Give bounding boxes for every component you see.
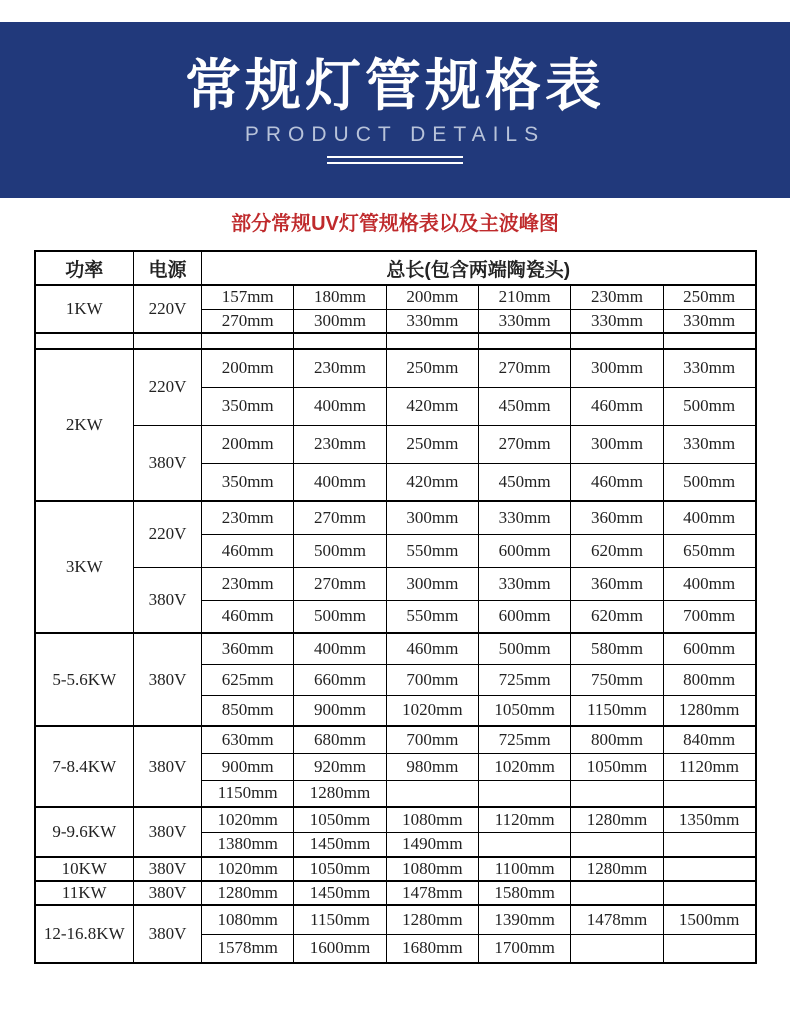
length-cell bbox=[386, 780, 478, 807]
col-header-power: 功率 bbox=[35, 251, 134, 285]
length-cell: 1450mm bbox=[294, 881, 386, 905]
length-cell: 1100mm bbox=[478, 857, 570, 881]
col-header-voltage: 电源 bbox=[134, 251, 202, 285]
length-cell: 620mm bbox=[571, 534, 663, 567]
length-cell: 1080mm bbox=[386, 857, 478, 881]
length-cell: 840mm bbox=[663, 726, 755, 753]
length-cell: 1578mm bbox=[202, 934, 294, 963]
table-row bbox=[35, 881, 756, 905]
length-cell: 460mm bbox=[571, 463, 663, 501]
power-cell: 11KW bbox=[35, 881, 134, 905]
voltage-cell: 380V bbox=[134, 567, 202, 633]
table-row bbox=[35, 807, 756, 832]
length-cell: 360mm bbox=[202, 633, 294, 664]
length-cell: 900mm bbox=[294, 695, 386, 726]
length-cell: 330mm bbox=[478, 501, 570, 534]
length-cell: 1680mm bbox=[386, 934, 478, 963]
divider-line bbox=[327, 162, 463, 164]
length-cell: 360mm bbox=[571, 501, 663, 534]
length-cell bbox=[294, 333, 386, 349]
length-cell: 230mm bbox=[294, 425, 386, 463]
length-cell: 500mm bbox=[294, 534, 386, 567]
length-cell bbox=[571, 881, 663, 905]
length-cell: 330mm bbox=[478, 309, 570, 333]
length-cell: 1080mm bbox=[202, 905, 294, 934]
length-cell: 1120mm bbox=[663, 753, 755, 780]
length-cell: 700mm bbox=[386, 726, 478, 753]
length-cell: 200mm bbox=[386, 285, 478, 309]
length-cell: 330mm bbox=[663, 309, 755, 333]
length-cell: 200mm bbox=[202, 425, 294, 463]
length-cell: 1020mm bbox=[202, 807, 294, 832]
length-cell: 1020mm bbox=[478, 753, 570, 780]
length-cell bbox=[571, 832, 663, 857]
length-cell: 1380mm bbox=[202, 832, 294, 857]
table-header-row bbox=[35, 251, 756, 285]
voltage-cell: 220V bbox=[134, 285, 202, 333]
length-cell bbox=[663, 832, 755, 857]
length-cell: 200mm bbox=[202, 349, 294, 387]
length-cell: 230mm bbox=[571, 285, 663, 309]
length-cell: 330mm bbox=[663, 349, 755, 387]
length-cell: 230mm bbox=[202, 567, 294, 600]
banner-subtitle: PRODUCT DETAILS bbox=[244, 123, 546, 146]
length-cell bbox=[478, 832, 570, 857]
length-cell: 420mm bbox=[386, 387, 478, 425]
power-cell: 12-16.8KW bbox=[35, 905, 134, 963]
length-cell: 800mm bbox=[663, 664, 755, 695]
length-cell: 750mm bbox=[571, 664, 663, 695]
length-cell: 400mm bbox=[663, 567, 755, 600]
length-cell: 980mm bbox=[386, 753, 478, 780]
banner-divider bbox=[327, 156, 463, 164]
length-cell bbox=[478, 333, 570, 349]
length-cell: 620mm bbox=[571, 600, 663, 633]
table-row bbox=[35, 726, 756, 753]
length-cell: 1020mm bbox=[202, 857, 294, 881]
length-cell: 400mm bbox=[294, 633, 386, 664]
length-cell: 1450mm bbox=[294, 832, 386, 857]
length-cell bbox=[663, 881, 755, 905]
length-cell: 1150mm bbox=[571, 695, 663, 726]
length-cell: 650mm bbox=[663, 534, 755, 567]
length-cell: 1020mm bbox=[386, 695, 478, 726]
length-cell bbox=[571, 934, 663, 963]
length-cell: 300mm bbox=[571, 349, 663, 387]
length-cell: 1580mm bbox=[478, 881, 570, 905]
length-cell: 1390mm bbox=[478, 905, 570, 934]
length-cell: 270mm bbox=[478, 425, 570, 463]
length-cell: 250mm bbox=[663, 285, 755, 309]
length-cell: 700mm bbox=[386, 664, 478, 695]
length-cell: 450mm bbox=[478, 463, 570, 501]
length-cell bbox=[478, 780, 570, 807]
power-cell: 9-9.6KW bbox=[35, 807, 134, 857]
length-cell: 600mm bbox=[478, 600, 570, 633]
length-cell: 1050mm bbox=[478, 695, 570, 726]
length-cell: 360mm bbox=[571, 567, 663, 600]
table-row bbox=[35, 633, 756, 664]
power-cell: 3KW bbox=[35, 501, 134, 633]
length-cell: 350mm bbox=[202, 387, 294, 425]
length-cell: 1050mm bbox=[294, 807, 386, 832]
power-cell: 1KW bbox=[35, 285, 134, 333]
length-cell: 550mm bbox=[386, 534, 478, 567]
spec-table-body bbox=[35, 285, 756, 963]
length-cell: 1050mm bbox=[571, 753, 663, 780]
voltage-cell: 220V bbox=[134, 501, 202, 567]
length-cell: 1700mm bbox=[478, 934, 570, 963]
length-cell: 660mm bbox=[294, 664, 386, 695]
length-cell: 250mm bbox=[386, 425, 478, 463]
length-cell: 1280mm bbox=[202, 881, 294, 905]
length-cell bbox=[663, 857, 755, 881]
banner bbox=[0, 22, 790, 198]
length-cell: 330mm bbox=[386, 309, 478, 333]
length-cell: 400mm bbox=[663, 501, 755, 534]
section-title: 部分常规UV灯管规格表以及主波峰图 bbox=[231, 213, 559, 235]
power-cell: 5-5.6KW bbox=[35, 633, 134, 726]
length-cell: 210mm bbox=[478, 285, 570, 309]
length-cell: 1490mm bbox=[386, 832, 478, 857]
length-cell bbox=[571, 333, 663, 349]
length-cell: 1150mm bbox=[202, 780, 294, 807]
length-cell: 270mm bbox=[294, 567, 386, 600]
length-cell: 1280mm bbox=[294, 780, 386, 807]
length-cell: 420mm bbox=[386, 463, 478, 501]
power-cell: 10KW bbox=[35, 857, 134, 881]
length-cell: 580mm bbox=[571, 633, 663, 664]
table-row bbox=[35, 285, 756, 309]
page-title: 常规灯管规格表 bbox=[185, 54, 605, 117]
length-cell: 460mm bbox=[386, 633, 478, 664]
length-cell: 300mm bbox=[294, 309, 386, 333]
length-cell: 300mm bbox=[386, 501, 478, 534]
length-cell bbox=[663, 934, 755, 963]
length-cell: 920mm bbox=[294, 753, 386, 780]
length-cell: 460mm bbox=[202, 600, 294, 633]
length-cell bbox=[202, 333, 294, 349]
spec-table bbox=[34, 250, 757, 964]
length-cell: 270mm bbox=[478, 349, 570, 387]
length-cell: 300mm bbox=[571, 425, 663, 463]
table-row bbox=[35, 905, 756, 934]
length-cell: 1600mm bbox=[294, 934, 386, 963]
length-cell: 270mm bbox=[294, 501, 386, 534]
length-cell: 460mm bbox=[202, 534, 294, 567]
length-cell: 300mm bbox=[386, 567, 478, 600]
length-cell: 157mm bbox=[202, 285, 294, 309]
length-cell: 1280mm bbox=[386, 905, 478, 934]
power-cell: 7-8.4KW bbox=[35, 726, 134, 807]
voltage-cell: 380V bbox=[134, 807, 202, 857]
length-cell: 1500mm bbox=[663, 905, 755, 934]
length-cell: 180mm bbox=[294, 285, 386, 309]
length-cell: 350mm bbox=[202, 463, 294, 501]
length-cell: 1478mm bbox=[386, 881, 478, 905]
length-cell: 230mm bbox=[202, 501, 294, 534]
voltage-cell: 220V bbox=[134, 349, 202, 425]
table-row bbox=[35, 425, 756, 463]
length-cell: 330mm bbox=[571, 309, 663, 333]
voltage-cell: 380V bbox=[134, 633, 202, 726]
length-cell: 1350mm bbox=[663, 807, 755, 832]
length-cell: 700mm bbox=[663, 600, 755, 633]
table-row bbox=[35, 349, 756, 387]
spacer-row bbox=[35, 333, 756, 349]
table-row bbox=[35, 567, 756, 600]
length-cell: 230mm bbox=[294, 349, 386, 387]
voltage-cell: 380V bbox=[134, 425, 202, 501]
length-cell: 625mm bbox=[202, 664, 294, 695]
length-cell: 270mm bbox=[202, 309, 294, 333]
length-cell: 460mm bbox=[571, 387, 663, 425]
length-cell: 1050mm bbox=[294, 857, 386, 881]
length-cell bbox=[571, 780, 663, 807]
length-cell: 600mm bbox=[663, 633, 755, 664]
length-cell: 550mm bbox=[386, 600, 478, 633]
length-cell bbox=[663, 780, 755, 807]
length-cell: 330mm bbox=[478, 567, 570, 600]
length-cell: 725mm bbox=[478, 664, 570, 695]
voltage-cell: 380V bbox=[134, 905, 202, 963]
voltage-cell: 380V bbox=[134, 857, 202, 881]
length-cell: 1120mm bbox=[478, 807, 570, 832]
power-cell bbox=[35, 333, 134, 349]
length-cell: 1150mm bbox=[294, 905, 386, 934]
length-cell: 850mm bbox=[202, 695, 294, 726]
divider-line bbox=[327, 156, 463, 158]
length-cell: 330mm bbox=[663, 425, 755, 463]
length-cell: 500mm bbox=[478, 633, 570, 664]
length-cell: 1280mm bbox=[571, 807, 663, 832]
length-cell: 1280mm bbox=[571, 857, 663, 881]
voltage-cell bbox=[134, 333, 202, 349]
voltage-cell: 380V bbox=[134, 726, 202, 807]
product-detail-page bbox=[0, 22, 790, 964]
table-row bbox=[35, 857, 756, 881]
length-cell: 400mm bbox=[294, 463, 386, 501]
length-cell: 450mm bbox=[478, 387, 570, 425]
length-cell: 1478mm bbox=[571, 905, 663, 934]
length-cell: 250mm bbox=[386, 349, 478, 387]
col-header-length: 总长(包含两端陶瓷头) bbox=[202, 251, 756, 285]
length-cell bbox=[386, 333, 478, 349]
length-cell: 800mm bbox=[571, 726, 663, 753]
length-cell: 600mm bbox=[478, 534, 570, 567]
length-cell: 1080mm bbox=[386, 807, 478, 832]
power-cell: 2KW bbox=[35, 349, 134, 501]
table-row bbox=[35, 501, 756, 534]
length-cell: 1280mm bbox=[663, 695, 755, 726]
length-cell: 500mm bbox=[294, 600, 386, 633]
length-cell bbox=[663, 333, 755, 349]
length-cell: 500mm bbox=[663, 463, 755, 501]
length-cell: 725mm bbox=[478, 726, 570, 753]
length-cell: 500mm bbox=[663, 387, 755, 425]
length-cell: 680mm bbox=[294, 726, 386, 753]
voltage-cell: 380V bbox=[134, 881, 202, 905]
length-cell: 900mm bbox=[202, 753, 294, 780]
length-cell: 630mm bbox=[202, 726, 294, 753]
length-cell: 400mm bbox=[294, 387, 386, 425]
